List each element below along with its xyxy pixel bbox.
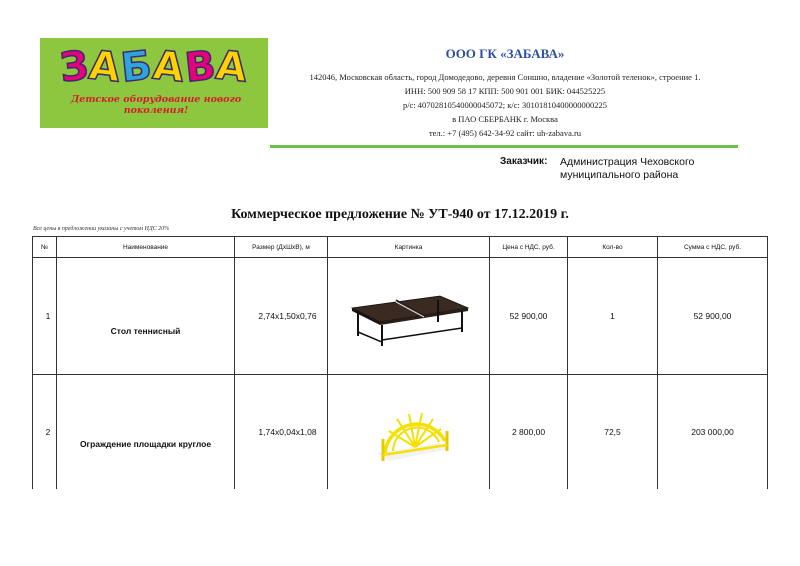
header-size: Размер (ДхШхВ), м bbox=[235, 237, 328, 258]
row-total: 203 000,00 bbox=[658, 375, 768, 489]
row-qty: 72,5 bbox=[568, 375, 658, 489]
logo-letter: А bbox=[213, 42, 251, 92]
company-contact: тел.: +7 (495) 642-34-92 сайт: uh-zabava.ru bbox=[428, 128, 582, 138]
row-size: 2,74x1,50x0,76 bbox=[235, 258, 328, 375]
company-inn: ИНН: 500 909 58 17 КПП: 500 901 001 БИК: 044525225 bbox=[404, 86, 606, 96]
logo-letter: З bbox=[57, 42, 92, 92]
company-account: р/с: 40702810540000045072; к/с: 30101810400000000225 bbox=[402, 100, 608, 110]
table-row bbox=[33, 258, 768, 375]
row-picture bbox=[328, 375, 490, 489]
row-name: Ограждение площадки круглое bbox=[57, 375, 235, 489]
row-picture bbox=[328, 258, 490, 375]
vat-note: Все цены в предложении указаны с учетом НДС 20% bbox=[33, 226, 170, 232]
row-price: 2 800,00 bbox=[490, 375, 568, 489]
header-divider bbox=[270, 145, 738, 148]
logo-letter: В bbox=[182, 42, 219, 92]
header-picture: Картинка bbox=[328, 237, 490, 258]
row-qty: 1 bbox=[568, 258, 658, 375]
company-bank: в ПАО СБЕРБАНК г. Москва bbox=[452, 114, 558, 124]
logo-word bbox=[40, 44, 268, 90]
row-price: 52 900,00 bbox=[490, 258, 568, 375]
sunburst-fence-icon bbox=[359, 391, 459, 471]
row-num: 2 bbox=[33, 375, 57, 489]
customer-value: Администрация Чеховского муниципального района bbox=[560, 156, 695, 181]
header-name: Наименование bbox=[57, 237, 235, 258]
logo-tagline: Детское оборудование нового поколения! bbox=[70, 94, 242, 116]
row-name: Стол теннисный bbox=[57, 258, 235, 375]
header-qty: Кол-во bbox=[568, 237, 658, 258]
table-row bbox=[33, 375, 768, 489]
company-address: 142046, Московская область, город Домодедово, деревня Соншно, владение «Золотой теленок», строение 1. bbox=[309, 72, 701, 82]
logo-letter: Б bbox=[118, 42, 156, 92]
header-price: Цена с НДС, руб. bbox=[490, 237, 568, 258]
company-logo bbox=[40, 38, 268, 128]
table-header-row bbox=[33, 237, 768, 258]
row-size: 1,74x0,04x1,08 bbox=[235, 375, 328, 489]
header-total: Сумма с НДС, руб. bbox=[658, 237, 768, 258]
company-name: ООО ГК «ЗАБАВА» bbox=[445, 46, 565, 61]
logo-letter: А bbox=[150, 42, 188, 92]
offer-title: Коммерческое предложение № УТ-940 от 17.12.2019 г. bbox=[231, 207, 569, 222]
tennis-table-icon bbox=[344, 280, 474, 350]
logo-letter: А bbox=[86, 42, 124, 92]
header-num: № bbox=[33, 237, 57, 258]
customer-label: Заказчик: bbox=[500, 156, 548, 167]
row-num: 1 bbox=[33, 258, 57, 375]
row-total: 52 900,00 bbox=[658, 258, 768, 375]
items-table bbox=[32, 236, 768, 489]
